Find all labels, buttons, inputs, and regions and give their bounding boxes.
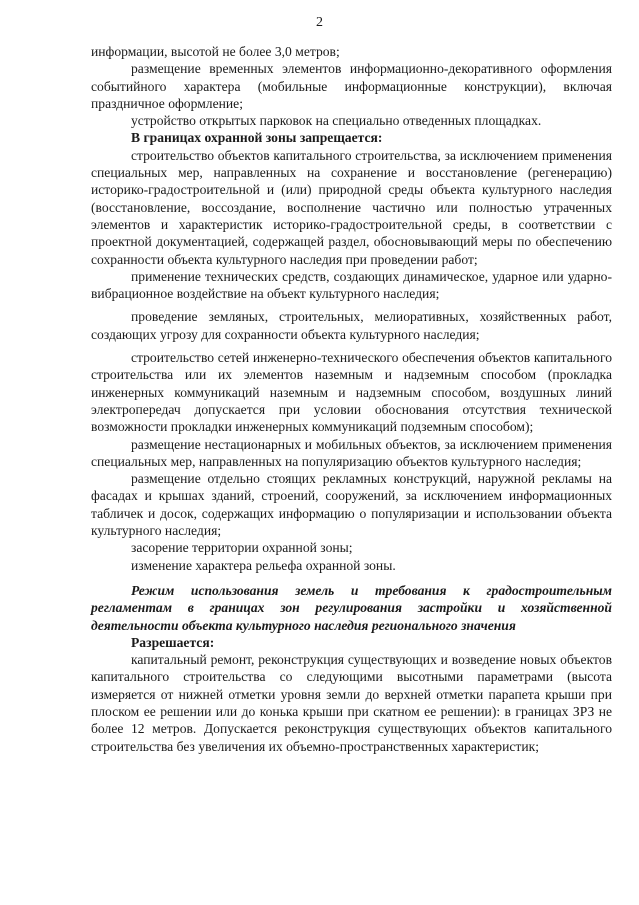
paragraph-relief-change: изменение характера рельефа охранной зоны. <box>131 557 396 573</box>
page-number: 2 <box>316 15 323 30</box>
paragraph-open-parking: устройство открытых парковок на специально отведенных площадках. <box>131 113 542 129</box>
heading-permitted: Разрешается: <box>131 634 215 650</box>
paragraph-capital-repair: капитальный ремонт, реконструкция существующих и возведение новых объектов капитального строительства со следующими высотными параметрами (высота измеряется от нижней отметки уровня земли до верхней отметки парапета крыши при плоском ее решении или до конька крыши при скатном ее решении): в границах ЗРЗ не более 12 метров. Допускается реконструкция существующих объектов капитального строительства без увеличения их объемно-пространственных характеристик; <box>91 652 612 754</box>
paragraph-littering: засорение территории охранной зоны; <box>131 540 353 556</box>
paragraph-utility-networks: строительство сетей инженерно-технического обеспечения объектов капитального строительства или их элементов наземным и надземным способом (прокладка инженерных коммуникаций наземным и надземным способом, воздушных линий электропередач допускается при условии обоснования отсутствия технической возможности прокладки инженерных коммуникаций подземным способом); <box>91 350 612 435</box>
paragraph-advertising: размещение отдельно стоящих рекламных конструкций, наружной рекламы на фасадах и крышах зданий, строений, сооружений, за исключением информационных табличек и досок, содержащих информацию о популяризации и использовании объекта культурного наследия; <box>91 471 612 539</box>
paragraph-earthworks: проведение земляных, строительных, мелиоративных, хозяйственных работ, создающих угрозу для сохранности объекта культурного наследия; <box>91 309 612 342</box>
paragraph-construction-prohibited: строительство объектов капитального строительства, за исключением применения специальных мер, направленных на сохранение и восстановление (регенерацию) историко-градостроительной и (или) природной среды объекта культурного наследия (восстановление, воссоздание, восполнение частично или полностью утраченных элементов и характеристик историко-градостроительной среды, в соответствии с проектной документацией, содержащей раздел, обосновывающий меры по обеспечению сохранности объекта культурного наследия при проведении работ; <box>91 147 612 267</box>
paragraph-technical-means: применение технических средств, создающих динамическое, ударное или ударно-вибрационное воздействие на объект культурного наследия; <box>91 268 612 302</box>
paragraph-height-limit-end: информации, высотой не более 3,0 метров; <box>91 44 340 59</box>
paragraph-mobile-objects: размещение нестационарных и мобильных объектов, за исключением применения специальных мер, направленных на популяризацию объектов культурного наследия; <box>91 436 612 469</box>
paragraph-temporary-decor: размещение временных элементов информационно-декоративного оформления событийного характера (мобильные информационные конструкции), включая праздничное оформление; <box>91 61 612 111</box>
heading-security-zone-prohibited: В границах охранной зоны запрещается: <box>131 130 383 146</box>
document-body <box>91 43 612 755</box>
section-heading-land-use-regime: Режим использования земель и требования к градостроительным регламентам в границах зон регулирования застройки и хозяйственной деятельности объекта культурного наследия регионального значения <box>91 582 612 633</box>
